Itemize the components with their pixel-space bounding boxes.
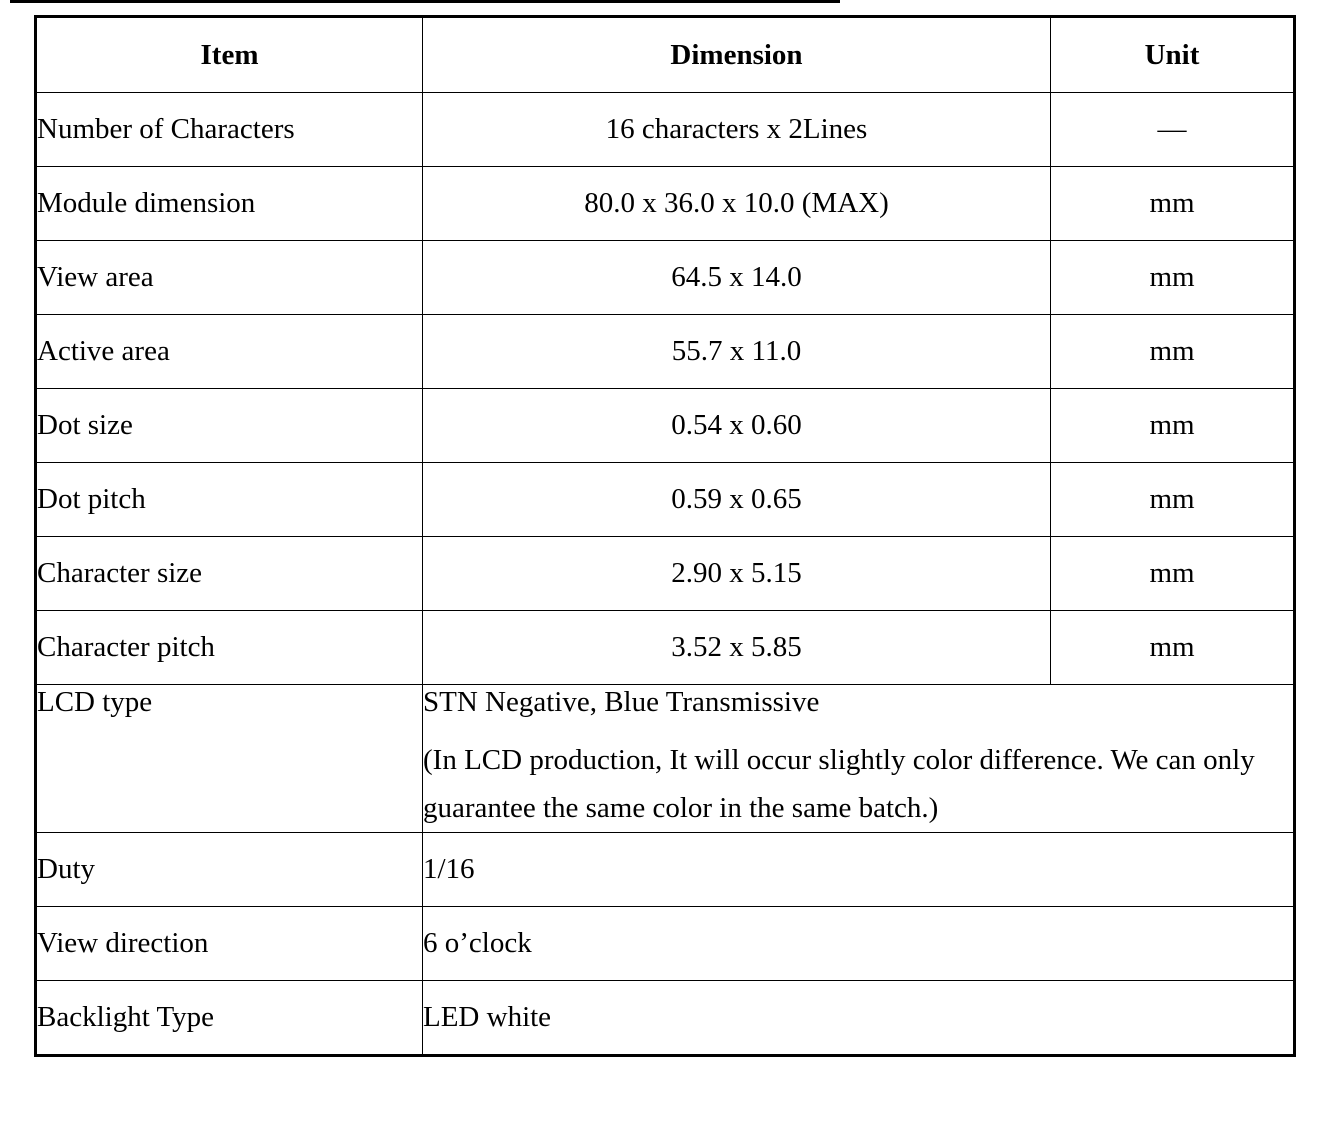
row-unit: mm — [1051, 241, 1295, 315]
row-item: View area — [36, 241, 423, 315]
header-dimension: Dimension — [423, 17, 1051, 93]
top-rule — [10, 0, 840, 3]
row-unit: mm — [1051, 463, 1295, 537]
row-unit: mm — [1051, 611, 1295, 685]
header-unit: Unit — [1051, 17, 1295, 93]
row-value: 1/16 — [423, 832, 1295, 906]
specification-table — [34, 15, 1296, 1057]
row-dimension: 3.52 x 5.85 — [423, 611, 1051, 685]
lcd-type-value — [423, 685, 1295, 833]
row-unit: mm — [1051, 315, 1295, 389]
table-row — [36, 537, 1295, 611]
lcd-type-text: STN Negative, Blue Transmissive — [423, 686, 820, 718]
row-item: Dot pitch — [36, 463, 423, 537]
row-value: 6 o’clock — [423, 906, 1295, 980]
row-item: Dot size — [36, 389, 423, 463]
row-dimension: 80.0 x 36.0 x 10.0 (MAX) — [423, 167, 1051, 241]
lcd-type-row — [36, 685, 1295, 833]
table-row — [36, 315, 1295, 389]
table-row — [36, 93, 1295, 167]
lcd-type-note: (In LCD production, It will occur slightly color difference. We can only guarantee the same color in the same batch.) — [423, 743, 1255, 824]
row-dimension: 16 characters x 2Lines — [423, 93, 1051, 167]
row-item: Character size — [36, 537, 423, 611]
table-row — [36, 389, 1295, 463]
table-row — [36, 980, 1295, 1055]
row-item: Number of Characters — [36, 93, 423, 167]
table-row — [36, 611, 1295, 685]
table-row — [36, 167, 1295, 241]
row-unit: — — [1051, 93, 1295, 167]
row-dimension: 0.54 x 0.60 — [423, 389, 1051, 463]
row-item: Character pitch — [36, 611, 423, 685]
row-dimension: 0.59 x 0.65 — [423, 463, 1051, 537]
row-item: Backlight Type — [36, 980, 423, 1055]
row-item: View direction — [36, 906, 423, 980]
row-unit: mm — [1051, 167, 1295, 241]
row-dimension: 55.7 x 11.0 — [423, 315, 1051, 389]
header-item: Item — [36, 17, 423, 93]
row-value: LED white — [423, 980, 1295, 1055]
row-item: Duty — [36, 832, 423, 906]
row-dimension: 2.90 x 5.15 — [423, 537, 1051, 611]
table-row — [36, 906, 1295, 980]
row-item: Module dimension — [36, 167, 423, 241]
row-unit: mm — [1051, 537, 1295, 611]
table-row — [36, 241, 1295, 315]
row-dimension: 64.5 x 14.0 — [423, 241, 1051, 315]
table-row — [36, 463, 1295, 537]
header-row — [36, 17, 1295, 93]
row-unit: mm — [1051, 389, 1295, 463]
lcd-type-label: LCD type — [36, 685, 423, 833]
row-item: Active area — [36, 315, 423, 389]
table-row — [36, 832, 1295, 906]
